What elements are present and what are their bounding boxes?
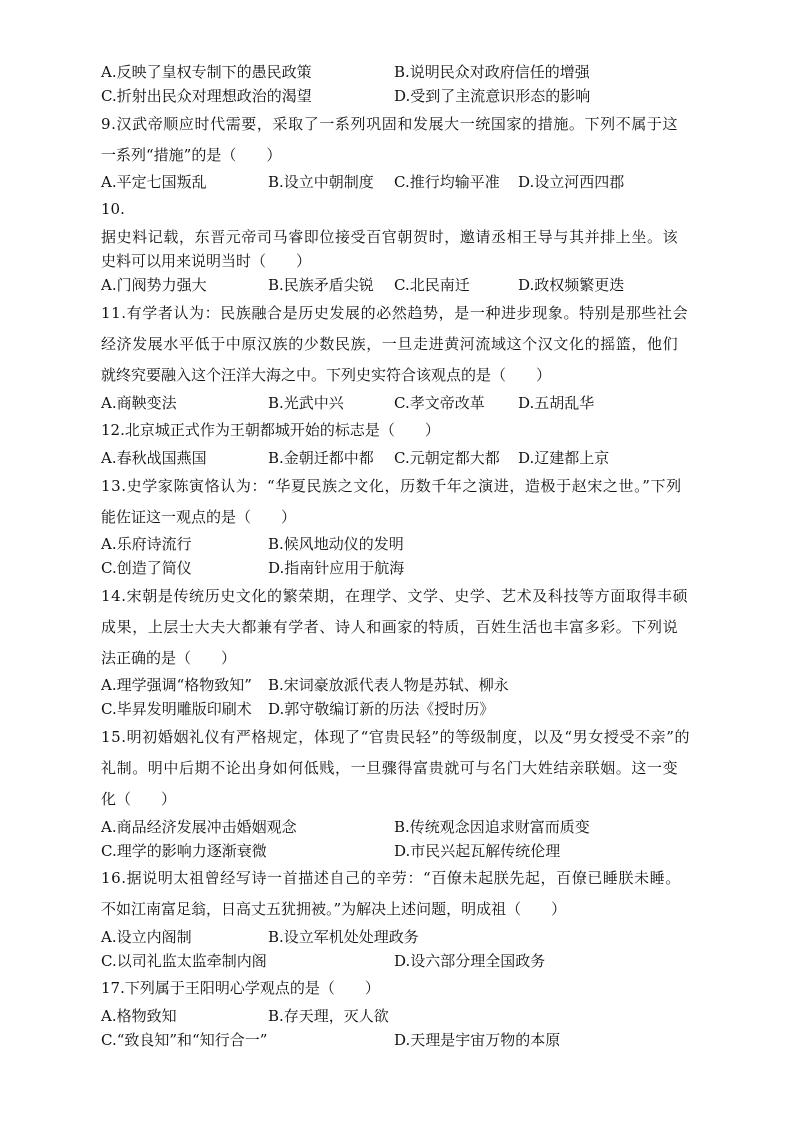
q11-option-d: D.五胡乱华 — [518, 394, 595, 412]
q10-stem-line2: 史料可以用来说明当时（ ） — [101, 252, 312, 270]
q8-option-c: C.折射出民众对理想政治的渴望 — [101, 87, 312, 105]
q9-option-b: B.设立中朝制度 — [268, 173, 374, 191]
q11-stem-line1: 11.有学者认为：民族融合是历史发展的必然趋势，是一种进步现象。特别是那些社会 — [101, 304, 689, 322]
q11-stem-line2: 经济发展水平低于中原汉族的少数民族，一旦走进黄河流域这个汉文化的摇篮，他们 — [101, 335, 679, 353]
q13-stem-line2: 能佐证这一观点的是（ ） — [101, 508, 297, 526]
q16-stem-line2: 不如江南富足翁，日高丈五犹拥被。”为解决上述问题，明成祖（ ） — [101, 900, 567, 918]
q13-option-b: B.候风地动仪的发明 — [268, 535, 404, 553]
q14-stem-line2: 成果，上层士大夫大都兼有学者、诗人和画家的特质，百姓生活也丰富多彩。下列说 — [101, 618, 679, 636]
q10-option-a: A.门阀势力强大 — [101, 276, 207, 294]
q15-option-a: A.商品经济发展冲击婚姻观念 — [101, 818, 297, 836]
q13-option-d: D.指南针应用于航海 — [268, 559, 405, 577]
q12-stem-line1: 12.北京城正式作为王朝都城开始的标志是（ ） — [101, 421, 440, 439]
q15-option-d: D.市民兴起瓦解传统伦理 — [394, 842, 561, 860]
q9-option-d: D.设立河西四郡 — [518, 173, 625, 191]
q16-option-d: D.设六部分理全国政务 — [394, 952, 546, 970]
q16-option-a: A.设立内阁制 — [101, 928, 192, 946]
q11-option-b: B.光武中兴 — [268, 394, 344, 412]
q10-number: 10. — [101, 200, 125, 218]
q17-option-c: C.“致良知”和“知行合一” — [101, 1031, 268, 1049]
q10-stem-line1: 据史料记载，东晋元帝司马睿即位接受百官朝贺时，邀请丞相王导与其并排上坐。该 — [101, 228, 679, 246]
q14-option-d: D.郭守敬编订新的历法《授时历》 — [268, 700, 495, 718]
q15-stem-line1: 15.明初婚姻礼仪有严格规定，体现了“官贵民轻”的等级制度，以及“男女授受不亲”的 — [101, 728, 691, 746]
q15-stem-line2: 礼制。明中后期不论出身如何低贱，一旦骤得富贵就可与名门大姓结亲联姻。这一变 — [101, 759, 679, 777]
q9-stem-line2: 一系列“措施”的是（ ） — [101, 146, 282, 164]
q11-stem-line3: 就终究要融入这个汪洋大海之中。下列史实符合该观点的是（ ） — [101, 366, 552, 384]
q11-option-c: C.孝文帝改革 — [394, 394, 485, 412]
q15-option-b: B.传统观念因追求财富而质变 — [394, 818, 590, 836]
q17-option-a: A.格物致知 — [101, 1007, 177, 1025]
q11-option-a: A.商鞅变法 — [101, 394, 177, 412]
q8-option-b: B.说明民众对政府信任的增强 — [394, 63, 590, 81]
q14-option-c: C.毕昇发明雕版印刷术 — [101, 700, 252, 718]
q9-stem-line1: 9.汉武帝顺应时代需要，采取了一系列巩固和发展大一统国家的措施。下列不属于这 — [101, 115, 679, 133]
q17-option-d: D.天理是宇宙万物的本原 — [394, 1031, 561, 1049]
q9-option-c: C.推行均输平准 — [394, 173, 500, 191]
q15-option-c: C.理学的影响力逐渐衰微 — [101, 842, 267, 860]
q16-option-b: B.设立军机处处理政务 — [268, 928, 419, 946]
q12-option-c: C.元朝定都大都 — [394, 449, 500, 467]
q14-option-b: B.宋词豪放派代表人物是苏轼、柳永 — [268, 676, 509, 694]
q9-option-a: A.平定七国叛乱 — [101, 173, 207, 191]
q10-option-b: B.民族矛盾尖锐 — [268, 276, 374, 294]
q16-option-c: C.以司礼监太监牵制内阁 — [101, 952, 267, 970]
q10-option-c: C.北民南迁 — [394, 276, 470, 294]
q8-option-d: D.受到了主流意识形态的影响 — [394, 87, 591, 105]
q14-stem-line1: 14.宋朝是传统历史文化的繁荣期，在理学、文学、史学、艺术及科技等方面取得丰硕 — [101, 587, 689, 605]
q12-option-b: B.金朝迁都中都 — [268, 449, 374, 467]
q12-option-d: D.辽建都上京 — [518, 449, 610, 467]
q12-option-a: A.春秋战国燕国 — [101, 449, 207, 467]
q17-stem-line1: 17.下列属于王阳明心学观点的是（ ） — [101, 979, 380, 997]
q14-stem-line3: 法正确的是（ ） — [101, 649, 237, 667]
q14-option-a: A.理学强调“格物致知” — [101, 676, 252, 694]
q13-option-c: C.创造了简仪 — [101, 559, 192, 577]
q15-stem-line3: 化（ ） — [101, 790, 177, 808]
q13-option-a: A.乐府诗流行 — [101, 535, 192, 553]
q13-stem-line1: 13.史学家陈寅恪认为：“华夏民族之文化，历数千年之演进，造极于赵宋之世。”下列 — [101, 477, 682, 495]
q17-option-b: B.存天理，灭人欲 — [268, 1007, 389, 1025]
q10-option-d: D.政权频繁更迭 — [518, 276, 625, 294]
q8-option-a: A.反映了皇权专制下的愚民政策 — [101, 63, 312, 81]
q16-stem-line1: 16.据说明太祖曾经写诗一首描述自己的辛劳：“百僚未起朕先起，百僚已睡朕未睡。 — [101, 869, 681, 887]
